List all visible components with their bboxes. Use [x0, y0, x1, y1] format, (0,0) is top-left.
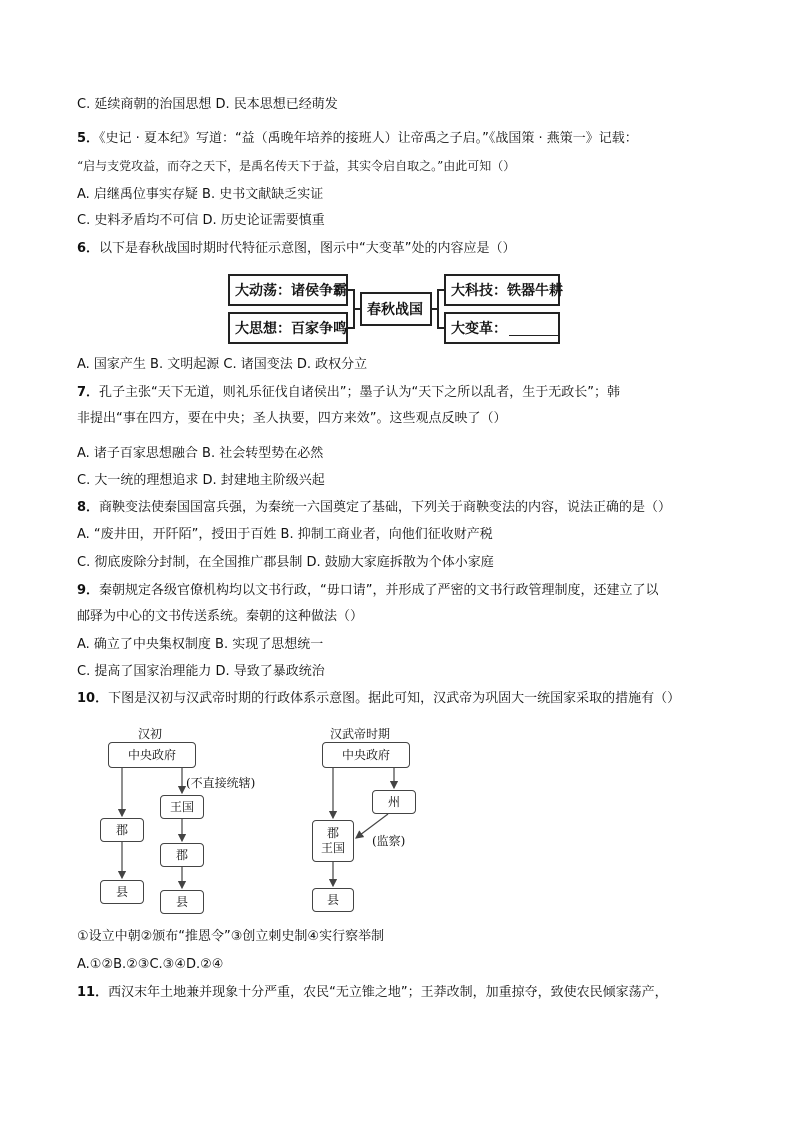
- q5-number: 5．: [77, 131, 100, 146]
- q6-options: A. 国家产生 B. 文明起源 C. 诸国变法 D. 政权分立: [77, 357, 368, 372]
- q6-dabiange-label: 大变革：: [451, 321, 507, 337]
- q9-option-ab: A. 确立了中央集权制度 B. 实现了思想统一: [77, 637, 324, 652]
- q10-left-xian-under-jun: 县: [160, 890, 204, 914]
- q11-stem-text: 西汉末年土地兼并现象十分严重，农民“无立锥之地”；王莽改制，加重掠夺，致使农民倾家荡产，: [108, 985, 668, 1000]
- q8-option-cd: C. 彻底废除分封制，在全国推广郡县制 D. 鼓励大家庭拆散为个体小家庭: [77, 555, 494, 570]
- q10-right-title: 汉武帝时期: [330, 727, 391, 741]
- q10-options: A.①②B.②③C.③④D.②④: [77, 957, 224, 972]
- q6-box-dasixiang: 大思想：百家争鸣: [228, 312, 348, 344]
- q7-option-cd: C. 大一统的理想追求 D. 封建地主阶级兴起: [77, 473, 325, 488]
- q9-number: 9．: [77, 583, 100, 598]
- q7-number: 7．: [77, 385, 100, 400]
- q10-left-xian: 县: [100, 880, 144, 904]
- q6-box-dakeji: 大科技：铁器牛耕: [444, 274, 560, 306]
- q10-left-central-government: 中央政府: [108, 742, 196, 768]
- q10-choices: ①设立中朝②颁布“推恩令”③创立刺史制④实行察举制: [77, 929, 385, 944]
- q10-number: 10．: [77, 691, 109, 706]
- q4-option-cd: C. 延续商朝的治国思想 D. 民本思想已经萌发: [77, 97, 338, 112]
- q9-stem-line2: 邮驿为中心的文书传送系统。秦朝的这种做法（）: [77, 609, 364, 624]
- q7-option-ab: A. 诸子百家思想融合 B. 社会转型势在必然: [77, 446, 324, 461]
- q10-left-jun-under-wangguo: 郡: [160, 843, 204, 867]
- q9-option-cd: C. 提高了国家治理能力 D. 导致了暴政统治: [77, 664, 325, 679]
- q9-stem-text: 秦朝规定各级官僚机构均以文书行政，“毋口请”，并形成了严密的文书行政管理制度，还建立了以: [99, 583, 659, 598]
- q10-right-wangguo-label: 王国: [320, 841, 345, 855]
- q7-stem-text: 孔子主张“天下无道，则礼乐征伐自诸侯出”；墨子认为“天下之所以乱者，生于无政长”；韩: [99, 385, 620, 400]
- q8-stem-text: 商鞅变法使秦国国富兵强，为秦统一六国奠定了基础，下列关于商鞅变法的内容，说法正确的是（）: [99, 500, 672, 515]
- q10-arrow: [356, 814, 388, 838]
- q10-right-central-government: 中央政府: [322, 742, 410, 768]
- q11-stem: [77, 984, 668, 1002]
- q6-number: 6．: [77, 241, 100, 256]
- q10-stem-text: 下图是汉初与汉武帝时期的行政体系示意图。据此可知，汉武帝为巩固大一统国家采取的措施有（）: [108, 691, 681, 706]
- q10-right-jun-label: 郡: [326, 826, 339, 840]
- q10-right-note: (监察): [372, 834, 406, 848]
- q6-box-dadongdang: 大动荡：诸侯争霸: [228, 274, 348, 306]
- q5-option-cd: C. 史料矛盾均不可信 D. 历史论证需要慎重: [77, 213, 325, 228]
- q10-right-xian: 县: [312, 888, 354, 912]
- q6-stem-text: 以下是春秋战国时期时代特征示意图，图示中“大变革”处的内容应是（）: [99, 241, 516, 256]
- q5-quote: “启与支党攻益，而夺之天下，是禹名传天下于益，其实令启自取之。”由此可知（）: [77, 159, 516, 173]
- q10-left-title: 汉初: [138, 727, 163, 741]
- q7-stem-line2: 非提出“事在四方，要在中央；圣人执要，四方来效”。这些观点反映了（）: [77, 411, 507, 426]
- q10-right-zhou: 州: [372, 790, 416, 814]
- q5-option-ab: A. 启继禹位事实存疑 B. 史书文献缺乏实证: [77, 187, 324, 202]
- q8-option-ab: A. “废井田，开阡陌”，授田于百姓 B. 抑制工商业者，向他们征收财产税: [77, 527, 493, 542]
- q10-left-note: (不直接统辖): [186, 776, 256, 790]
- q8-number: 8．: [77, 500, 100, 515]
- q11-number: 11．: [77, 985, 109, 1000]
- q5-stem-text: 《史记 · 夏本纪》写道：“益（禹晚年培养的接班人）让帝禹之子启。”《战国策 · 燕策一》记载：: [99, 131, 638, 146]
- q10-left-wangguo: 王国: [160, 795, 204, 819]
- q6-box-chunqiu-zhanguo: 春秋战国: [360, 292, 432, 326]
- q10-left-jun: 郡: [100, 818, 144, 842]
